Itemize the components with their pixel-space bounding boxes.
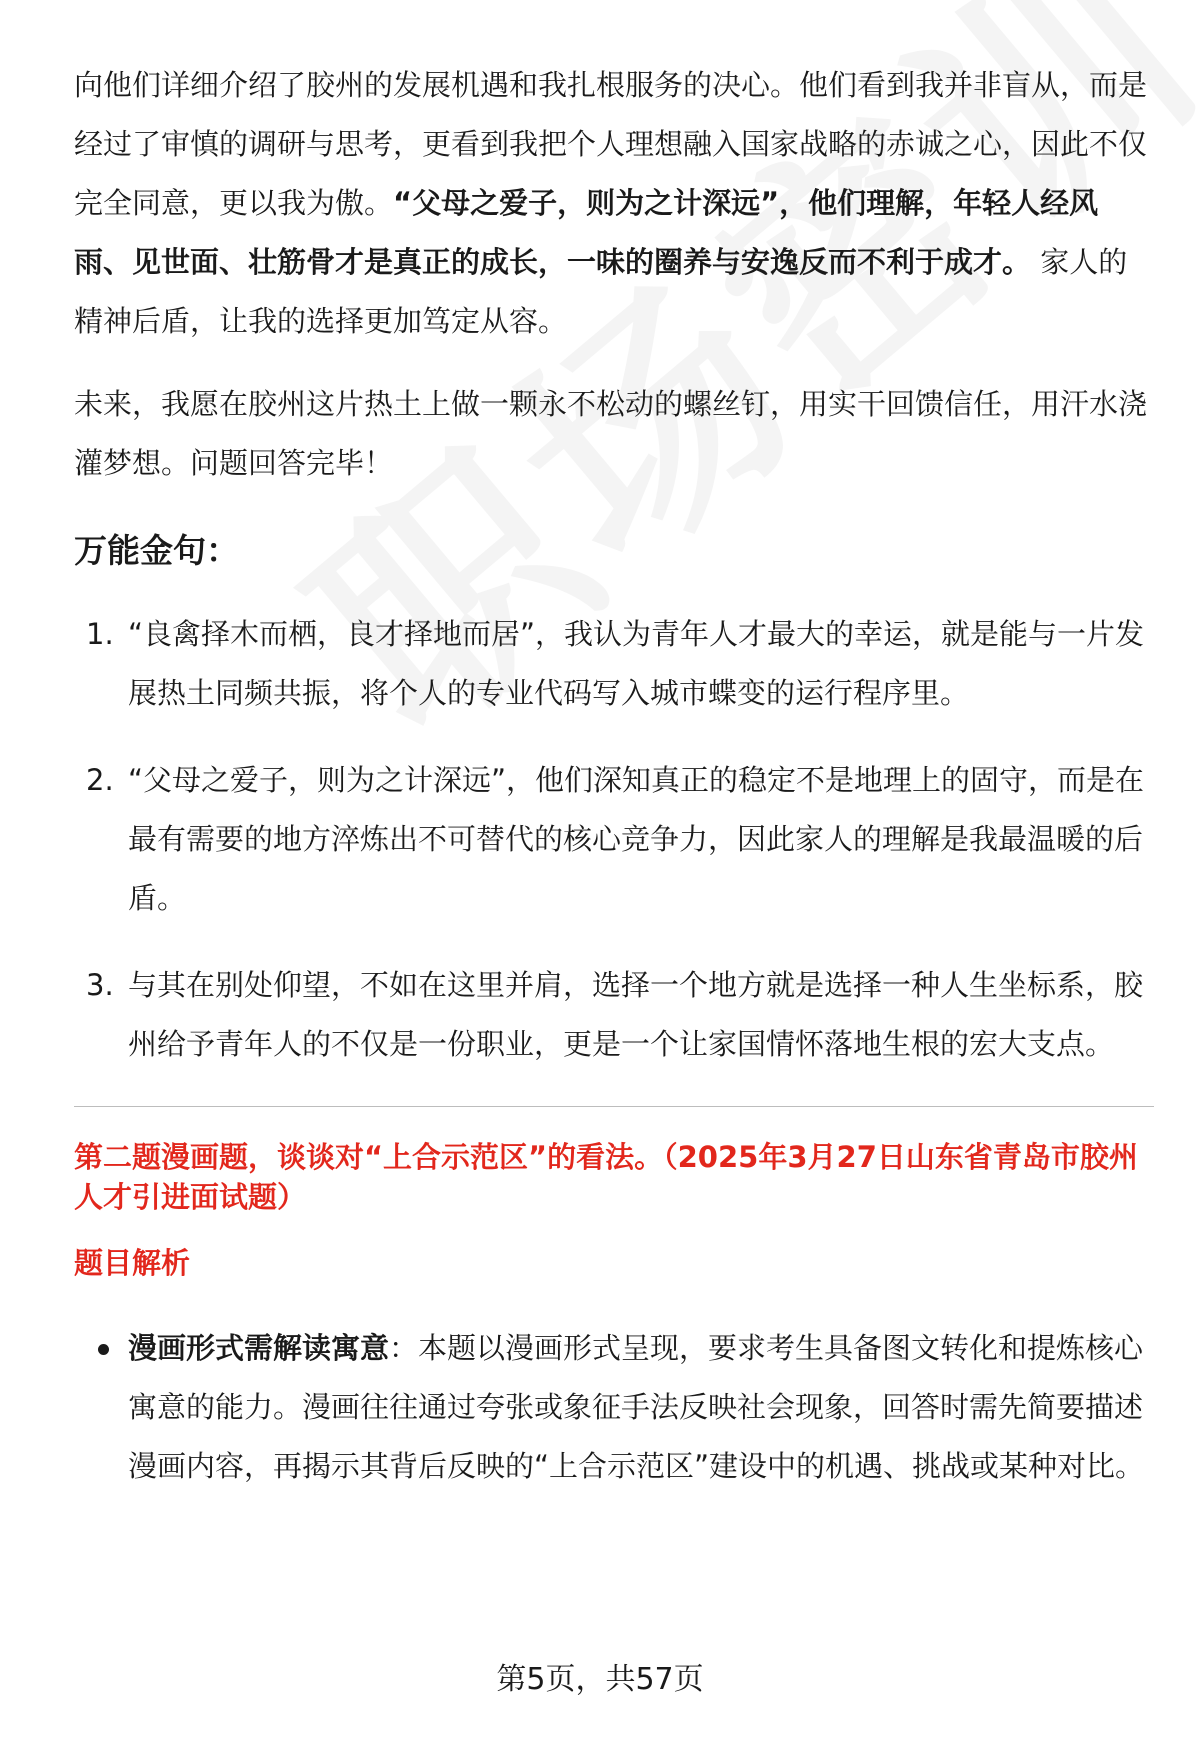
bullet-separator: ： xyxy=(389,1331,419,1365)
analysis-bullet-list xyxy=(74,1319,1154,1496)
bullet-label: 漫画形式需解读寓意 xyxy=(128,1331,390,1365)
paragraph-future: 未来，我愿在胶州这片热土上做一颗永不松动的螺丝钉，用实干回馈信任，用汗水浇灌梦想。问题回答完毕！ xyxy=(74,387,1148,480)
list-item-number: 2. xyxy=(86,763,114,797)
section-divider xyxy=(74,1106,1154,1107)
paragraph-bold-quote: “父母之爱子，则为之计深远”，他们理解，年轻人经风雨、见世面、壮筋骨才是真正的成长，一味的圈养与安逸反而不利于成才。 xyxy=(74,186,1099,279)
question-2-title: 第二题漫画题，谈谈对“上合示范区”的看法。（2025年3月27日山东省青岛市胶州人才引进面试题） xyxy=(74,1140,1138,1214)
list-item-number: 1. xyxy=(86,617,114,651)
paragraph-lead: 向他们详细介绍了胶州的发展机遇和我扎根服务的决心。他们看到我并非盲从，而是经过了审慎的调研与思考，更看到我把个人理想融入国家战略的赤诚之心，因此不仅完全同意，更以我为傲。 xyxy=(74,68,1148,220)
list-item-text: 与其在别处仰望，不如在这里并肩，选择一个地方就是选择一种人生坐标系，胶州给予青年人的不仅是一份职业，更是一个让家国情怀落地生根的宏大支点。 xyxy=(128,968,1144,1061)
list-item-text: “父母之爱子，则为之计深远”，他们深知真正的稳定不是地理上的固守，而是在最有需要的地方淬炼出不可替代的核心竞争力，因此家人的理解是我最温暖的后盾。 xyxy=(128,763,1145,915)
paragraph-family-support xyxy=(74,56,1154,351)
page-number-footer: 第5页，共57页 xyxy=(496,1662,704,1697)
list-item-text: “良禽择木而栖，良才择地而居”，我认为青年人才最大的幸运，就是能与一片发展热土同频共振，将个人的专业代码写入城市蝶变的运行程序里。 xyxy=(128,617,1145,710)
list-item xyxy=(74,605,1154,723)
page-content xyxy=(74,56,1154,1496)
bullet-text: 本题以漫画形式呈现，要求考生具备图文转化和提炼核心寓意的能力。漫画往往通过夸张或象征手法反映社会现象，回答时需先简要描述漫画内容，再揭示其背后反映的“上合示范区”建设中的机遇、挑战或某种对比。 xyxy=(128,1331,1145,1483)
bullet-item xyxy=(74,1319,1154,1496)
golden-sentences-list xyxy=(74,605,1154,1074)
bullet-dot-icon xyxy=(98,1344,109,1355)
golden-sentences-heading: 万能金句： xyxy=(74,531,239,570)
list-item xyxy=(74,956,1154,1074)
analysis-heading: 题目解析 xyxy=(74,1246,191,1280)
paragraph-tail: 家人的精神后盾，让我的选择更加笃定从容。 xyxy=(74,245,1128,338)
list-item xyxy=(74,751,1154,928)
list-item-number: 3. xyxy=(86,968,114,1002)
